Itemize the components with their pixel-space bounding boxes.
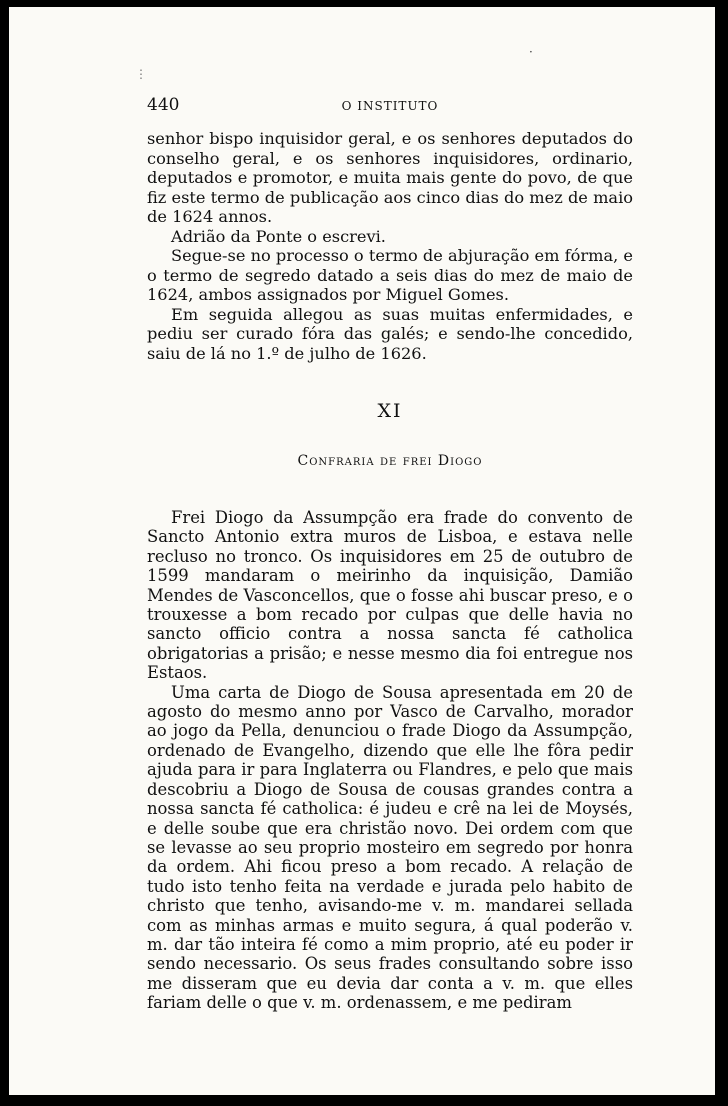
chapter-number: XI xyxy=(377,400,403,422)
text-block-top xyxy=(147,129,633,363)
margin-mark: ⋮ xyxy=(135,67,147,81)
text-block-main xyxy=(147,508,633,1013)
document-page xyxy=(9,7,715,1095)
page-number: 440 xyxy=(147,95,180,115)
paragraph: Segue-se no processo o termo de abjuração em fórma, e o termo de segredo datado a seis dias do mez de maio de 1624, ambos assignados por Miguel Gomes. xyxy=(147,246,633,304)
paragraph: Em seguida allegou as suas muitas enfermidades, e pediu ser curado fóra das galés; e sendo-lhe concedido, saiu de lá no 1.º de julho de 1626. xyxy=(147,304,633,363)
paragraph: Frei Diogo da Assumpção era frade do convento de Sancto Antonio extra muros de Lisboa, e estava nelle recluso no tronco. Os inquisidores em 25 de outubro de 1599 mandaram o meirinho da inquisição, Damião Mendes de Vasconcellos, que o fosse ahi buscar preso, e o trouxesse a bom recado por culpas que delle havia no sancto officio contra a nossa sancta fé catholica obrigatorias a prisão; e nesse mesmo dia foi entregue nos Estaos. xyxy=(147,508,633,683)
paragraph: Uma carta de Diogo de Sousa apresentada em 20 de agosto do mesmo anno por Vasco de Carvalho, morador ao jogo da Pella, denunciou o frade Diogo da Assumpção, ordenado de Evangelho, dizendo que elle lhe fôra pedir ajuda para ir para Inglaterra ou Flandres, e pelo que mais descobriu a Diogo de Sousa de cousas grandes contra a nossa sancta fé catholica: é judeu e crê na lei de Moysés, e delle soube que era christão novo. Dei ordem com que se levasse ao seu proprio mosteiro em segredo por honra da ordem. Ahi ficou preso a bom recado. A relação de tudo isto tenho feita na verdade e jurada pelo habito de christo que tenho, avisando-me v. m. mandarei sellada com as minhas armas e muito segura, á qual poderão v. m. dar tão inteira fé como a mim proprio, até eu poder ir sendo necessario. Os seus frades consultando sobre isso me disseram que eu devia dar conta a v. m. que elles fariam delle o que v. m. ordenassem, e me pediram xyxy=(147,682,633,1013)
chapter-title: Confraria de frei Diogo xyxy=(297,453,483,469)
page-header xyxy=(147,95,633,119)
paragraph: senhor bispo inquisidor geral, e os senhores deputados do conselho geral, e os senhores inquisidores, ordinario, deputados e promotor, e muita mais gente do povo, de que fiz este termo de publicação aos cinco dias do mez de maio de 1624 annos. xyxy=(147,129,633,226)
running-title: O INSTITUTO xyxy=(341,99,439,113)
paragraph: Adrião da Ponte o escrevi. xyxy=(171,226,386,246)
speck-mark: · xyxy=(529,45,533,59)
